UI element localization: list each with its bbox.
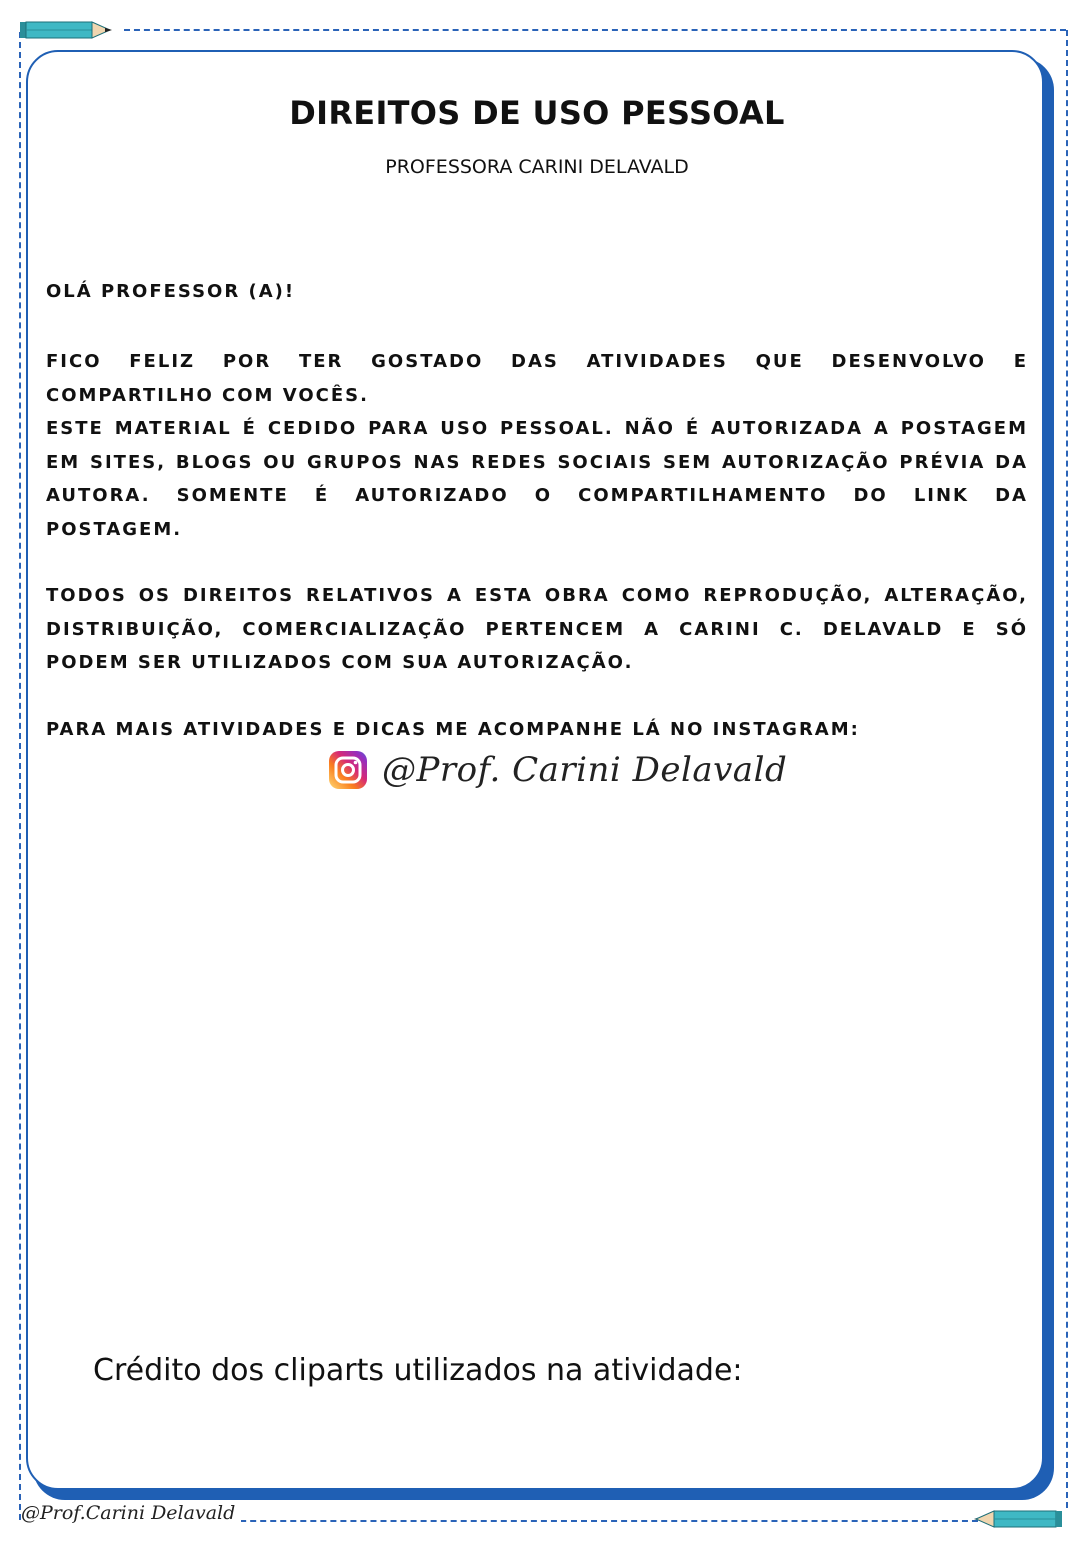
footer-handle: @Prof.Carini Delavald (21, 1502, 241, 1524)
paragraph-usage: ESTE MATERIAL É CEDIDO PARA USO PESSOAL. NÃO É AUTORIZADA A POSTAGEM EM SITES, BLOGS OU GRUPOS NAS REDES SOCIAIS SEM AUTORIZAÇÃO PRÉVIA DA AUTORA. SOMENTE É AUTORIZADO O COMPARTILHAMENTO DO LINK DA POSTAGEM. (46, 418, 1028, 540)
instagram-handle: @Prof. Carini Delavald (382, 750, 788, 790)
dashed-border-right (1066, 30, 1068, 1508)
paragraph-thanks: FICO FELIZ POR TER GOSTADO DAS ATIVIDADES QUE DESENVOLVO E COMPARTILHO COM VOCÊS. (46, 351, 1028, 406)
paragraph-instagram: PARA MAIS ATIVIDADES E DICAS ME ACOMPANHE LÁ NO INSTAGRAM: (46, 719, 860, 740)
credits-text: Crédito dos cliparts utilizados na atividade: (93, 1353, 743, 1388)
page-subtitle: PROFESSORA CARINI DELAVALD (385, 156, 689, 178)
instagram-icon (328, 750, 368, 790)
instagram-link[interactable] (328, 742, 787, 798)
greeting: OLÁ PROFESSOR (A)! (46, 281, 296, 302)
paragraph-rights: TODOS OS DIREITOS RELATIVOS A ESTA OBRA COMO REPRODUÇÃO, ALTERAÇÃO, DISTRIBUIÇÃO, COMERCIALIZAÇÃO PERTENCEM A CARINI C. DELAVALD E SÓ PODEM SER UTILIZADOS COM SUA AUTORIZAÇÃO. (46, 585, 1028, 674)
dashed-border-bottom (180, 1520, 988, 1522)
page-title: DIREITOS DE USO PESSOAL (289, 94, 785, 132)
pencil-bottom-icon (970, 1509, 1066, 1529)
dashed-border-left (19, 32, 21, 1520)
